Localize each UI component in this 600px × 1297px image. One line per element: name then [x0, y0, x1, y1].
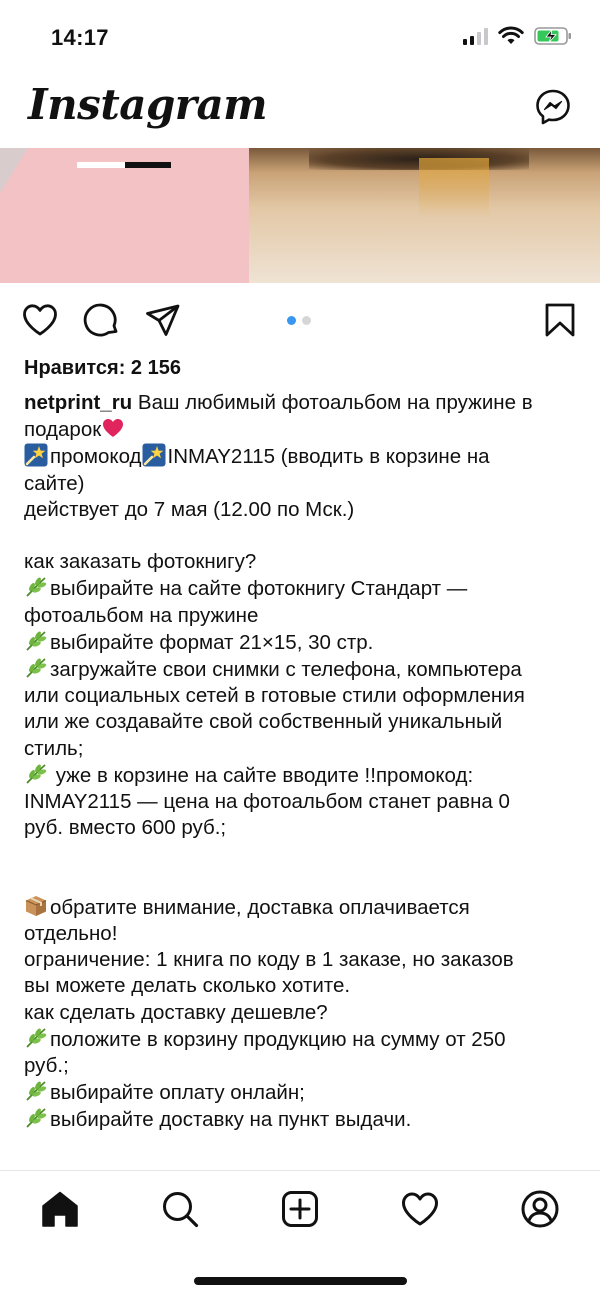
caption-text: Ваш любимый фотоальбом на пружине в: [132, 391, 533, 414]
caption-line: [24, 575, 580, 602]
caption-line: [24, 416, 580, 443]
caption-line: [24, 815, 580, 841]
like-heart-icon: [21, 301, 59, 339]
save-button[interactable]: [541, 301, 579, 339]
caption-line: [24, 471, 580, 497]
home-icon: [40, 1189, 80, 1229]
battery-charging-icon: [534, 26, 572, 46]
red-heart-icon: [101, 416, 125, 440]
post-action-bar: [0, 283, 600, 357]
activity-heart-icon: [400, 1189, 440, 1229]
status-bar: [0, 0, 600, 74]
caption-line: [24, 736, 580, 762]
caption-text: или же создавайте свой собственный уникальный: [24, 710, 503, 734]
caption-text: положите в корзину продукцию на сумму от 250: [50, 1027, 506, 1051]
tab-search[interactable]: [160, 1189, 200, 1229]
caption-text: вы можете делать сколько хотите.: [24, 974, 351, 998]
caption-text: промокод: [50, 445, 142, 469]
caption-line: [24, 894, 580, 921]
caption-username[interactable]: netprint_ru: [24, 391, 133, 414]
home-indicator: [194, 1277, 407, 1285]
share-button[interactable]: [144, 301, 182, 339]
like-button[interactable]: [21, 301, 59, 339]
messenger-button[interactable]: [534, 88, 572, 126]
app-header: [0, 74, 600, 148]
caption-text: руб. вместо 600 руб.;: [24, 816, 227, 840]
search-icon: [160, 1189, 200, 1229]
save-bookmark-icon: [541, 301, 579, 339]
caption-text: INMAY2115 (вводить в корзине на: [167, 445, 490, 469]
caption-line: [24, 947, 580, 973]
tab-activity[interactable]: [400, 1189, 440, 1229]
caption-text: обратите внимание, доставка оплачивается: [50, 895, 470, 919]
caption-text: подарок: [24, 418, 102, 442]
herb-icon: [24, 762, 48, 786]
status-icons: [463, 26, 572, 46]
caption-line: [24, 629, 580, 656]
post-caption: [24, 390, 580, 1134]
caption-line: [24, 656, 580, 683]
caption-text: руб.;: [24, 1054, 69, 1078]
caption-text: фотоальбом на пружине: [24, 603, 259, 627]
caption-text: как сделать доставку дешевле?: [24, 1000, 328, 1024]
caption-line: [24, 523, 580, 549]
caption-line: [24, 497, 580, 523]
package-icon: [24, 894, 48, 918]
tab-home[interactable]: [40, 1189, 80, 1229]
caption-text: выбирайте доставку на пункт выдачи.: [50, 1108, 412, 1132]
caption-text: отдельно!: [24, 922, 118, 946]
caption-line: [24, 709, 580, 735]
messenger-icon: [534, 88, 572, 126]
caption-text: выбирайте формат 21×15, 30 стр.: [50, 630, 374, 654]
instagram-logo[interactable]: Instagram: [28, 80, 268, 129]
profile-icon: [520, 1189, 560, 1229]
post-image-left-panel: [0, 148, 249, 283]
caption-line: [24, 603, 580, 629]
cellular-signal-icon: [463, 27, 488, 45]
caption-text: загружайте свои снимки с телефона, компьютера: [50, 658, 522, 682]
caption-line: [24, 1026, 580, 1053]
post-image-photo: [249, 148, 600, 283]
caption-line: [24, 390, 580, 416]
caption-text: как заказать фотокнигу?: [24, 550, 257, 574]
carousel-dot: [302, 316, 311, 325]
caption-line: [24, 921, 580, 947]
caption-line: [24, 1079, 580, 1106]
create-post-icon: [280, 1189, 320, 1229]
herb-icon: [24, 1106, 48, 1130]
caption-text: сайте): [24, 471, 85, 495]
comment-icon: [83, 301, 121, 339]
caption-line: [24, 443, 580, 470]
caption-text: действует до 7 мая (12.00 по Мск.): [24, 497, 355, 521]
caption-text: выбирайте на сайте фотокнигу Стандарт —: [50, 577, 468, 601]
herb-icon: [24, 629, 48, 653]
caption-line: [24, 762, 580, 789]
caption-line: [24, 1106, 580, 1133]
comment-button[interactable]: [83, 301, 121, 339]
likes-count[interactable]: Нравится: 2 156: [24, 357, 181, 379]
caption-line: [24, 789, 580, 815]
status-time: 14:17: [51, 25, 109, 50]
caption-text: уже в корзине на сайте вводите !!промокод:: [50, 763, 474, 787]
caption-line: [24, 841, 580, 867]
carousel-indicator: [287, 316, 311, 325]
caption-text: стиль;: [24, 736, 84, 760]
caption-text: или социальных сетей в готовые стили оформления: [24, 684, 525, 708]
caption-line: [24, 549, 580, 575]
tab-profile[interactable]: [520, 1189, 560, 1229]
caption-line: [24, 1000, 580, 1026]
tab-create[interactable]: [280, 1189, 320, 1229]
herb-icon: [24, 656, 48, 680]
wifi-icon: [498, 26, 524, 46]
share-send-icon: [144, 301, 182, 339]
shooting-star-icon: [142, 443, 166, 467]
herb-icon: [24, 575, 48, 599]
post-carousel-image[interactable]: [0, 148, 600, 283]
caption-line: [24, 683, 580, 709]
herb-icon: [24, 1026, 48, 1050]
caption-text: ограничение: 1 книга по коду в 1 заказе, но заказов: [24, 948, 514, 972]
carousel-dot-active: [287, 316, 296, 325]
caption-line: [24, 868, 580, 894]
caption-text: выбирайте оплату онлайн;: [50, 1081, 305, 1105]
shooting-star-icon: [24, 443, 48, 467]
bottom-tab-bar: [0, 1170, 600, 1260]
caption-text: INMAY2115 — цена на фотоальбом станет равна 0: [24, 790, 510, 814]
caption-line: [24, 1053, 580, 1079]
herb-icon: [24, 1079, 48, 1103]
caption-line: [24, 973, 580, 999]
